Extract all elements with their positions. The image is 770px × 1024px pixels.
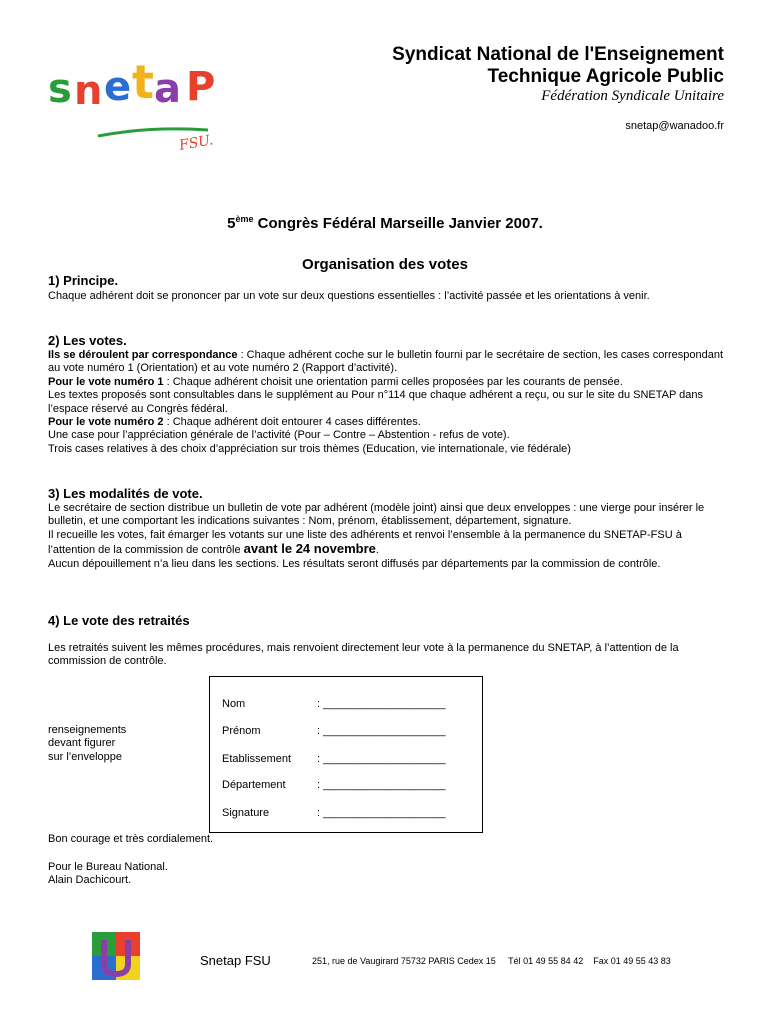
congress-sup: ème	[235, 214, 254, 224]
congress-number: 5	[227, 215, 236, 232]
envelope-note-line1: renseignements	[48, 724, 127, 736]
envelope-note	[48, 724, 126, 764]
closing-greeting: Bon courage et très cordialement.	[48, 833, 214, 845]
form-label-etablissement: Etablissement	[222, 753, 292, 765]
s2-text-4: : Chaque adhérent doit entourer 4 cases différentes.	[163, 416, 421, 429]
congress-rest: Congrès Fédéral Marseille Janvier 2007.	[253, 215, 543, 232]
form-blank-signature: : ____________________	[317, 807, 446, 819]
s2-bold-4: Pour le vote numéro 2	[48, 416, 164, 429]
form-blank-etablissement: : ____________________	[317, 753, 446, 765]
s2-text-6: Trois cases relatives à des choix d’appréciation sur trois thèmes (Education, vie internationale, vie fédérale)	[48, 442, 571, 455]
s2-text-1: : Chaque adhérent coche sur le bulletin fourni par le secrétaire de section, les cases correspondant au vote numéro 1 (Orientation) et au vote numéro 2 (Rapport d’activité).	[48, 349, 724, 375]
footer-fax: Fax 01 49 55 43 83	[593, 956, 671, 966]
form-row-prenom	[222, 725, 445, 737]
form-label-nom: Nom	[222, 698, 246, 710]
s2-text-5: Une case pour l’appréciation générale de l’activité (Pour – Contre – Abstention - refus de vote).	[48, 429, 510, 442]
section-3-text	[48, 502, 728, 571]
s3-text-3: Aucun dépouillement n’a lieu dans les sections. Les résultats seront diffusés par départements par la commission de contrôle.	[48, 557, 661, 570]
org-email: snetap@wanadoo.fr	[625, 120, 724, 132]
org-title-line1: Syndicat National de l'Enseignement	[392, 44, 724, 65]
section-4-text: Les retraités suivent les mêmes procédures, mais renvoient directement leur vote à la permanence du SNETAP, à l’attention de la commission de contrôle.	[48, 642, 679, 668]
svg-text:a: a	[154, 66, 181, 112]
footer-name: Snetap FSU	[200, 953, 271, 968]
form-label-departement: Département	[222, 779, 286, 791]
footer-address: 251, rue de Vaugirard 75732 PARIS Cedex 15	[312, 956, 496, 966]
svg-text:n: n	[74, 68, 103, 114]
form-blank-departement: : ____________________	[317, 779, 446, 791]
org-title-line2: Technique Agricole Public	[487, 66, 724, 87]
form-blank-nom: : ____________________	[317, 698, 446, 710]
s2-bold-2: Pour le vote numéro 1	[48, 375, 164, 388]
s3-deadline: avant le 24 novembre	[243, 541, 376, 557]
svg-text:P: P	[186, 64, 216, 110]
svg-text:t: t	[132, 55, 154, 109]
section-3-heading: 3) Les modalités de vote.	[48, 486, 203, 501]
s2-text-3: Les textes proposés sont consultables dans le supplément au Pour n°114 que chaque adhérent a reçu, ou sur le site du SNETAP dans l’espace réservé au Congrès fédéral.	[48, 389, 704, 415]
form-row-etablissement	[222, 753, 445, 765]
document-title: Organisation des votes	[302, 256, 468, 273]
congress-title	[0, 214, 770, 232]
section-2-text	[48, 349, 728, 456]
form-row-signature	[222, 807, 445, 819]
svg-text:FSU.: FSU.	[177, 132, 215, 154]
form-label-prenom: Prénom	[222, 725, 261, 737]
s2-bold-1: Ils se déroulent par correspondance	[48, 349, 238, 361]
org-title	[392, 44, 724, 88]
envelope-form-box	[209, 676, 483, 833]
footer-contact	[312, 956, 671, 966]
fsu-logo	[92, 932, 140, 980]
snetap-logo	[40, 40, 240, 160]
closing-sign2: Alain Dachicourt.	[48, 874, 132, 887]
s3-text-2: Il recueille les votes, fait émarger les votants sur une liste des adhérents et renvoi l’ensemble à la permanence du SNETAP-FSU à l’attention de la commission de contrôle	[48, 528, 682, 557]
section-1-text: Chaque adhérent doit se prononcer par un vote sur deux questions essentielles : l’activité passée et les orientations à venir.	[48, 290, 650, 302]
closing-signoff	[48, 861, 168, 888]
envelope-note-line3: sur l’enveloppe	[48, 750, 122, 763]
s3-text-2-end: .	[375, 544, 379, 557]
envelope-note-line2: devant figurer	[48, 737, 116, 750]
org-subtitle: Fédération Syndicale Unitaire	[541, 88, 724, 104]
svg-text:s: s	[48, 66, 72, 112]
section-4-heading: 4) Le vote des retraités	[48, 613, 190, 628]
svg-text:e: e	[104, 64, 132, 110]
closing-sign1: Pour le Bureau National.	[48, 861, 168, 873]
section-1-heading: 1) Principe.	[48, 273, 119, 288]
form-blank-prenom: : ____________________	[317, 725, 446, 737]
s3-text-1: Le secrétaire de section distribue un bulletin de vote par adhérent (modèle joint) ainsi que deux enveloppes : une vierge pour insérer le bulletin, et une comportant les indications suivantes : Nom, prénom, établissement, département, signature.	[48, 502, 705, 528]
form-row-departement	[222, 779, 445, 791]
section-2-heading: 2) Les votes.	[48, 333, 127, 348]
footer-tel: Tél 01 49 55 84 42	[508, 956, 584, 966]
s2-text-2: : Chaque adhérent choisit une orientation parmi celles proposées par les courants de pensée.	[163, 375, 623, 388]
form-row-nom	[222, 698, 445, 710]
form-label-signature: Signature	[222, 807, 270, 819]
